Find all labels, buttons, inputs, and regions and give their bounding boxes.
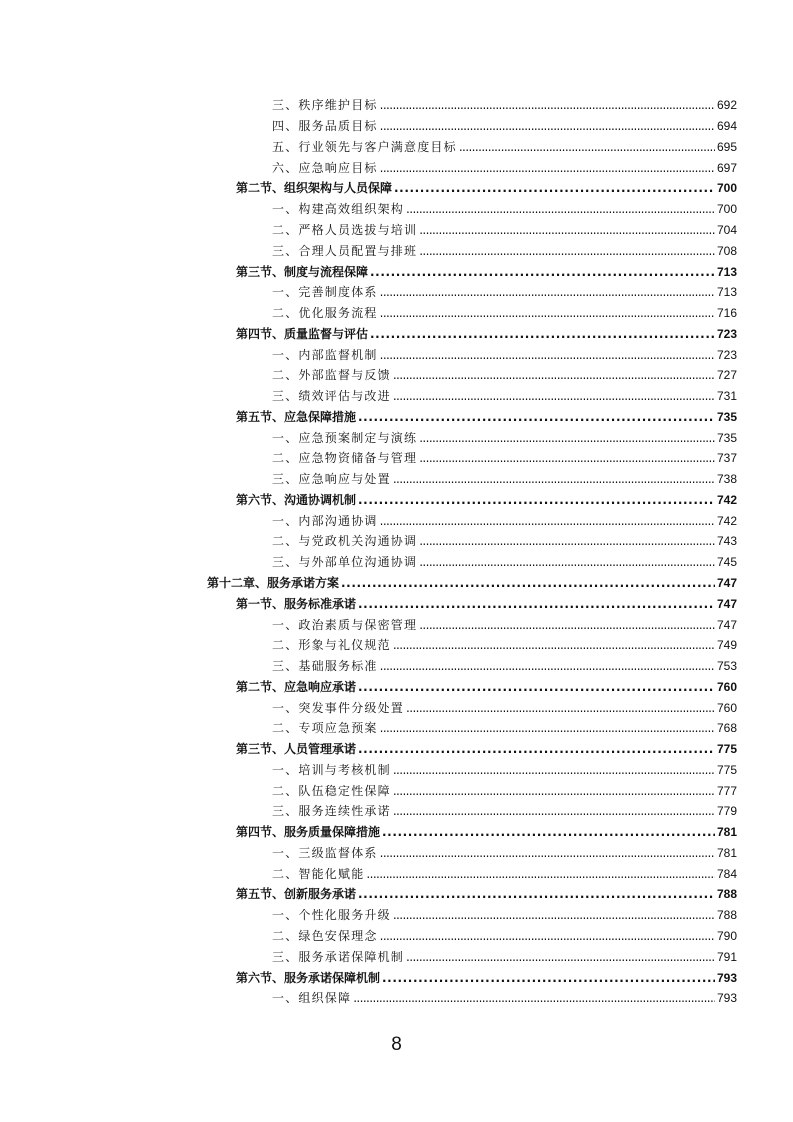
- toc-entry-page: 784: [716, 866, 737, 881]
- toc-item-entry[interactable]: [0, 926, 793, 947]
- toc-dot-leader: [358, 677, 715, 697]
- toc-entry-page: 737: [716, 451, 737, 466]
- toc-entry-title: 二、队伍稳定性保障: [272, 783, 391, 798]
- toc-section-entry[interactable]: [0, 884, 793, 905]
- toc-entry-title: 二、智能化赋能: [272, 866, 365, 881]
- toc-dot-leader: [393, 801, 715, 821]
- toc-dot-leader: [380, 345, 715, 365]
- toc-dot-leader: [380, 303, 715, 323]
- toc-entry-page: 768: [716, 721, 737, 736]
- toc-item-entry[interactable]: [0, 905, 793, 926]
- toc-entry-title: 一、政治素质与保密管理: [272, 617, 418, 632]
- toc-section-entry[interactable]: [0, 490, 793, 511]
- toc-item-entry[interactable]: [0, 365, 793, 386]
- toc-dot-leader: [459, 137, 715, 157]
- toc-dot-leader: [370, 324, 715, 344]
- toc-dot-leader: [380, 718, 715, 738]
- toc-dot-leader: [380, 282, 715, 302]
- toc-entry-page: 775: [716, 762, 737, 777]
- toc-entry-title: 二、应急物资储备与管理: [272, 451, 418, 466]
- toc-entry-page: 760: [716, 700, 737, 715]
- toc-entry-title: 三、秩序维护目标: [272, 98, 378, 113]
- toc-section-entry[interactable]: [0, 261, 793, 282]
- toc-section-entry[interactable]: [0, 739, 793, 760]
- toc-entry-page: 697: [716, 160, 737, 175]
- toc-item-entry[interactable]: [0, 303, 793, 324]
- toc-entry-title: 六、应急响应目标: [272, 160, 378, 175]
- toc-entry-title: 五、行业领先与客户满意度目标: [272, 139, 457, 154]
- toc-item-entry[interactable]: [0, 760, 793, 781]
- toc-entry-title: 第三节、人员管理承诺: [236, 742, 357, 757]
- toc-item-entry[interactable]: [0, 656, 793, 677]
- toc-entry-page: 747: [716, 617, 737, 632]
- toc-dot-leader: [380, 843, 715, 863]
- toc-entry-page: 742: [716, 513, 737, 528]
- toc-dot-leader: [393, 365, 715, 385]
- toc-entry-page: 735: [716, 409, 737, 424]
- toc-entry-page: 713: [716, 264, 737, 279]
- toc-entry-title: 第三节、制度与流程保障: [236, 264, 369, 279]
- toc-entry-page: 793: [716, 970, 737, 985]
- toc-entry-title: 二、外部监督与反馈: [272, 368, 391, 383]
- toc-item-entry[interactable]: [0, 157, 793, 178]
- toc-dot-leader: [393, 469, 715, 489]
- toc-entry-title: 一、三级监督体系: [272, 845, 378, 860]
- toc-entry-page: 738: [716, 472, 737, 487]
- toc-section-entry[interactable]: [0, 676, 793, 697]
- toc-dot-leader: [394, 178, 715, 198]
- toc-item-entry[interactable]: [0, 344, 793, 365]
- toc-item-entry[interactable]: [0, 448, 793, 469]
- toc-item-entry[interactable]: [0, 697, 793, 718]
- toc-dot-leader: [419, 428, 715, 448]
- toc-dot-leader: [380, 656, 715, 676]
- toc-entry-page: 788: [716, 908, 737, 923]
- toc-section-entry[interactable]: [0, 967, 793, 988]
- toc-entry-page: 793: [716, 991, 737, 1006]
- toc-dot-leader: [380, 95, 715, 115]
- toc-dot-leader: [393, 781, 715, 801]
- toc-entry-page: 777: [716, 783, 737, 798]
- toc-item-entry[interactable]: [0, 282, 793, 303]
- toc-entry-page: 695: [716, 139, 737, 154]
- toc-entry-title: 二、优化服务流程: [272, 306, 378, 321]
- toc-dot-leader: [393, 905, 715, 925]
- toc-entry-title: 一、培训与考核机制: [272, 762, 391, 777]
- toc-item-entry[interactable]: [0, 240, 793, 261]
- toc-entry-title: 第二节、应急响应承诺: [236, 679, 357, 694]
- toc-entry-page: 723: [716, 347, 737, 362]
- toc-entry-title: 第六节、沟通协调机制: [236, 492, 357, 507]
- toc-entry-title: 第十二章、服务承诺方案: [207, 575, 340, 590]
- toc-dot-leader: [358, 884, 715, 904]
- toc-entry-page: 760: [716, 679, 737, 694]
- toc-item-entry[interactable]: [0, 510, 793, 531]
- toc-dot-leader: [382, 968, 715, 988]
- toc-dot-leader: [370, 262, 715, 282]
- toc-entry-page: 731: [716, 389, 737, 404]
- toc-dot-leader: [419, 241, 715, 261]
- toc-entry-title: 第六节、服务承诺保障机制: [236, 970, 381, 985]
- toc-entry-title: 二、形象与礼仪规范: [272, 638, 391, 653]
- toc-entry-title: 第二节、组织架构与人员保障: [236, 181, 393, 196]
- toc-entry-page: 791: [716, 949, 737, 964]
- toc-item-entry[interactable]: [0, 199, 793, 220]
- toc-dot-leader: [406, 698, 715, 718]
- toc-item-entry[interactable]: [0, 427, 793, 448]
- toc-section-entry[interactable]: [0, 593, 793, 614]
- toc-entry-title: 一、个性化服务升级: [272, 908, 391, 923]
- toc-section-entry[interactable]: [0, 178, 793, 199]
- toc-entry-title: 第四节、质量监督与评估: [236, 326, 369, 341]
- toc-entry-page: 781: [716, 845, 737, 860]
- toc-entry-title: 二、绿色安保理念: [272, 929, 378, 943]
- toc-item-entry[interactable]: [0, 137, 793, 158]
- toc-item-entry[interactable]: [0, 469, 793, 490]
- toc-dot-leader: [419, 531, 715, 551]
- toc-dot-leader: [393, 760, 715, 780]
- toc-entry-page: 753: [716, 659, 737, 674]
- toc-dot-leader: [393, 386, 715, 406]
- toc-entry-page: 747: [716, 596, 737, 611]
- toc-item-entry[interactable]: [0, 863, 793, 884]
- toc-dot-leader: [353, 988, 715, 1008]
- table-of-contents: [0, 95, 793, 1009]
- toc-entry-page: 779: [716, 804, 737, 819]
- toc-item-entry[interactable]: [0, 801, 793, 822]
- toc-item-entry[interactable]: [0, 718, 793, 739]
- toc-entry-title: 一、完善制度体系: [272, 285, 378, 300]
- toc-dot-leader: [406, 199, 715, 219]
- toc-item-entry[interactable]: [0, 988, 793, 1009]
- toc-entry-title: 一、应急预案制定与演练: [272, 430, 418, 445]
- toc-dot-leader: [358, 739, 715, 759]
- toc-entry-page: 743: [716, 534, 737, 549]
- toc-entry-page: 700: [716, 181, 737, 196]
- toc-dot-leader: [358, 594, 715, 614]
- toc-entry-page: 704: [716, 222, 737, 237]
- toc-dot-leader: [419, 448, 715, 468]
- toc-dot-leader: [341, 573, 715, 593]
- toc-dot-leader: [419, 552, 715, 572]
- toc-dot-leader: [358, 407, 715, 427]
- toc-entry-page: 781: [716, 825, 737, 840]
- toc-item-entry[interactable]: [0, 614, 793, 635]
- toc-entry-page: 749: [716, 638, 737, 653]
- toc-entry-title: 三、应急响应与处置: [272, 472, 391, 487]
- toc-chapter-entry[interactable]: [0, 573, 793, 594]
- toc-entry-page: 727: [716, 368, 737, 383]
- toc-dot-leader: [419, 615, 715, 635]
- toc-section-entry[interactable]: [0, 406, 793, 427]
- toc-item-entry[interactable]: [0, 116, 793, 137]
- toc-entry-title: 三、与外部单位沟通协调: [272, 555, 418, 570]
- toc-entry-page: 745: [716, 555, 737, 570]
- toc-dot-leader: [406, 947, 715, 967]
- toc-dot-leader: [380, 511, 715, 531]
- toc-entry-title: 二、与党政机关沟通协调: [272, 534, 418, 549]
- toc-entry-page: 692: [716, 98, 737, 113]
- toc-section-entry[interactable]: [0, 323, 793, 344]
- toc-dot-leader: [358, 490, 715, 510]
- toc-entry-page: 775: [716, 742, 737, 757]
- toc-entry-title: 一、构建高效组织架构: [272, 202, 405, 217]
- toc-dot-leader: [380, 926, 715, 946]
- toc-item-entry[interactable]: [0, 946, 793, 967]
- toc-entry-page: 723: [716, 326, 737, 341]
- toc-entry-title: 第五节、应急保障措施: [236, 409, 357, 424]
- toc-entry-page: 694: [716, 119, 737, 134]
- toc-entry-title: 一、突发事件分级处置: [272, 700, 405, 715]
- toc-entry-page: 716: [716, 306, 737, 321]
- toc-entry-page: 700: [716, 202, 737, 217]
- toc-entry-title: 二、严格人员选拔与培训: [272, 222, 418, 237]
- toc-entry-title: 一、组织保障: [272, 991, 352, 1006]
- toc-entry-page: 788: [716, 887, 737, 902]
- toc-item-entry[interactable]: [0, 552, 793, 573]
- toc-dot-leader: [419, 220, 715, 240]
- toc-dot-leader: [366, 864, 715, 884]
- toc-item-entry[interactable]: [0, 531, 793, 552]
- toc-entry-page: 790: [716, 929, 737, 943]
- toc-entry-title: 三、基础服务标准: [272, 659, 378, 674]
- toc-entry-title: 四、服务品质目标: [272, 119, 378, 134]
- toc-entry-title: 一、内部监督机制: [272, 347, 378, 362]
- toc-item-entry[interactable]: [0, 635, 793, 656]
- toc-item-entry[interactable]: [0, 386, 793, 407]
- toc-entry-page: 708: [716, 243, 737, 258]
- toc-dot-leader: [382, 822, 715, 842]
- toc-dot-leader: [393, 635, 715, 655]
- toc-entry-title: 三、服务连续性承诺: [272, 804, 391, 819]
- toc-entry-title: 一、内部沟通协调: [272, 513, 378, 528]
- toc-item-entry[interactable]: [0, 843, 793, 864]
- toc-dot-leader: [380, 158, 715, 178]
- toc-entry-page: 742: [716, 492, 737, 507]
- toc-entry-title: 第一节、服务标准承诺: [236, 596, 357, 611]
- toc-section-entry[interactable]: [0, 822, 793, 843]
- toc-entry-page: 735: [716, 430, 737, 445]
- toc-entry-title: 第五节、创新服务承诺: [236, 887, 357, 902]
- toc-item-entry[interactable]: [0, 220, 793, 241]
- page-number: 8: [391, 1034, 402, 1055]
- toc-entry-title: 三、绩效评估与改进: [272, 389, 391, 404]
- toc-item-entry[interactable]: [0, 780, 793, 801]
- toc-entry-page: 713: [716, 285, 737, 300]
- toc-entry-title: 三、合理人员配置与排班: [272, 243, 418, 258]
- toc-item-entry[interactable]: [0, 95, 793, 116]
- toc-entry-title: 三、服务承诺保障机制: [272, 949, 405, 964]
- toc-entry-title: 第四节、服务质量保障措施: [236, 825, 381, 840]
- toc-dot-leader: [380, 116, 715, 136]
- toc-entry-title: 二、专项应急预案: [272, 721, 378, 736]
- toc-entry-page: 747: [716, 575, 737, 590]
